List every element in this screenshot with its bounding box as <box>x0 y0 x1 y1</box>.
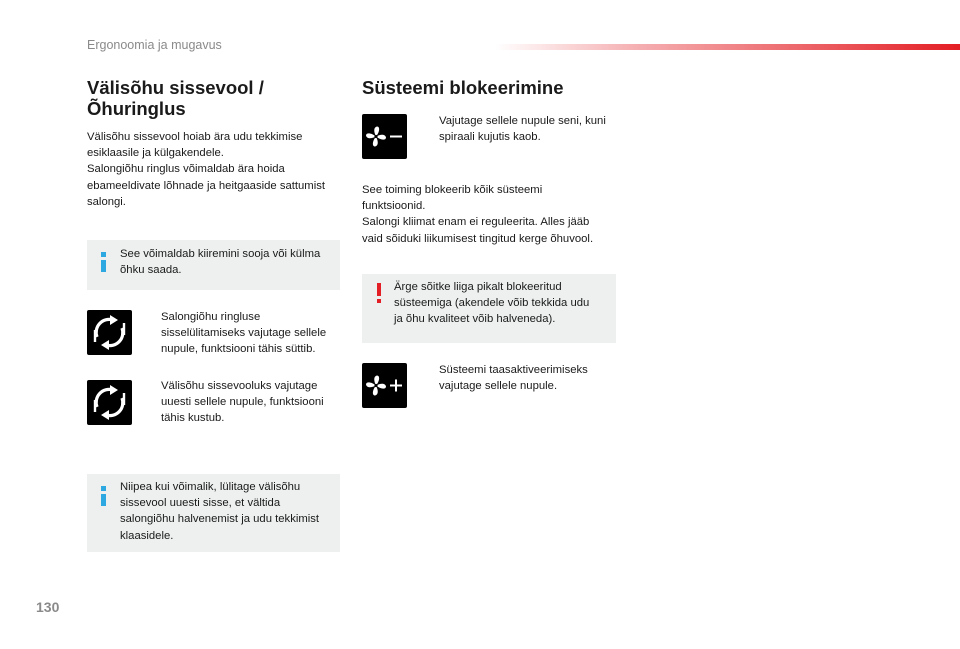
step-text <box>439 362 588 394</box>
left-heading-line2: Õhuringlus <box>87 98 186 119</box>
info-callout <box>87 474 340 552</box>
info-line: salongiõhu halvenemist ja udu tekkimist <box>120 513 320 526</box>
body-line: funktsioonid. <box>362 200 426 213</box>
right-body <box>362 182 622 247</box>
intro-line: ebameeldivate lõhnade ja heitgaaside sattumist <box>87 179 326 192</box>
warning-callout <box>362 274 616 343</box>
step-line: Välisõhu sissevooluks vajutage <box>161 380 318 392</box>
info-line: Niipea kui võimalik, lülitage välisõhu <box>120 481 301 493</box>
section-title: Ergonoomia ja mugavus <box>87 38 222 52</box>
step-line: Süsteemi taasaktiveerimiseks <box>439 364 588 376</box>
info-line: sissevool uuesti sisse, et vältida <box>120 497 281 510</box>
warning-line: Ärge sõitke liiga pikalt blokeeritud <box>394 281 562 293</box>
fan-plus-icon <box>362 363 407 408</box>
intro-line: salongi. <box>87 195 126 208</box>
intro-line: Välisõhu sissevool hoiab ära udu tekkimise <box>87 131 303 143</box>
step-line: vajutage sellele nupule. <box>439 380 558 393</box>
step-text <box>439 113 606 145</box>
left-heading <box>87 77 264 119</box>
warning-icon <box>377 283 381 303</box>
step-line: Vajutage sellele nupule seni, kuni <box>439 115 606 127</box>
step-line: nupule, funktsiooni tähis süttib. <box>161 343 316 356</box>
info-callout-text <box>120 246 335 278</box>
step-line: sisselülitamiseks vajutage sellele <box>161 327 327 340</box>
info-callout <box>87 240 340 290</box>
air-recirculation-button[interactable] <box>87 310 132 355</box>
info-line: See võimaldab kiiremini sooja või külma <box>120 248 321 260</box>
step-line: tähis kustub. <box>161 412 225 425</box>
header-accent-bar <box>495 44 960 50</box>
warning-line: süsteemiga (akendele võib tekkida udu <box>394 297 590 310</box>
body-line: Salongi kliimat enam ei reguleerita. Alles jääb <box>362 216 590 229</box>
info-icon <box>101 252 106 272</box>
air-recirculation-button[interactable] <box>87 380 132 425</box>
air-recirculation-icon <box>87 380 132 425</box>
step-line: Salongiõhu ringluse <box>161 311 261 323</box>
fan-minus-icon <box>362 114 407 159</box>
body-line: See toiming blokeerib kõik süsteemi <box>362 184 543 196</box>
step-text <box>161 309 326 358</box>
left-intro <box>87 129 347 210</box>
fan-minus-button[interactable] <box>362 114 407 159</box>
fan-plus-button[interactable] <box>362 363 407 408</box>
right-heading-text: Süsteemi blokeerimine <box>362 77 564 98</box>
info-line: õhku saada. <box>120 264 182 277</box>
page-number: 130 <box>36 599 60 615</box>
info-icon <box>101 486 106 506</box>
step-text <box>161 378 324 427</box>
step-line: spiraali kujutis kaob. <box>439 131 541 144</box>
body-line: vaid sõiduki liikumisest tingitud kerge õhuvool. <box>362 232 594 245</box>
info-callout-text <box>120 479 338 544</box>
warning-line: ja õhu kvaliteet võib halveneda). <box>394 313 556 326</box>
step-line: uuesti sellele nupule, funktsiooni <box>161 396 324 409</box>
right-heading <box>362 77 564 98</box>
warning-callout-text <box>394 279 614 328</box>
intro-line: esiklaasile ja külgakendele. <box>87 147 224 160</box>
left-heading-line1: Välisõhu sissevool / <box>87 77 264 98</box>
air-recirculation-icon <box>87 310 132 355</box>
intro-line: Salongiõhu ringlus võimaldab ära hoida <box>87 163 285 176</box>
info-line: klaasidele. <box>120 529 174 542</box>
